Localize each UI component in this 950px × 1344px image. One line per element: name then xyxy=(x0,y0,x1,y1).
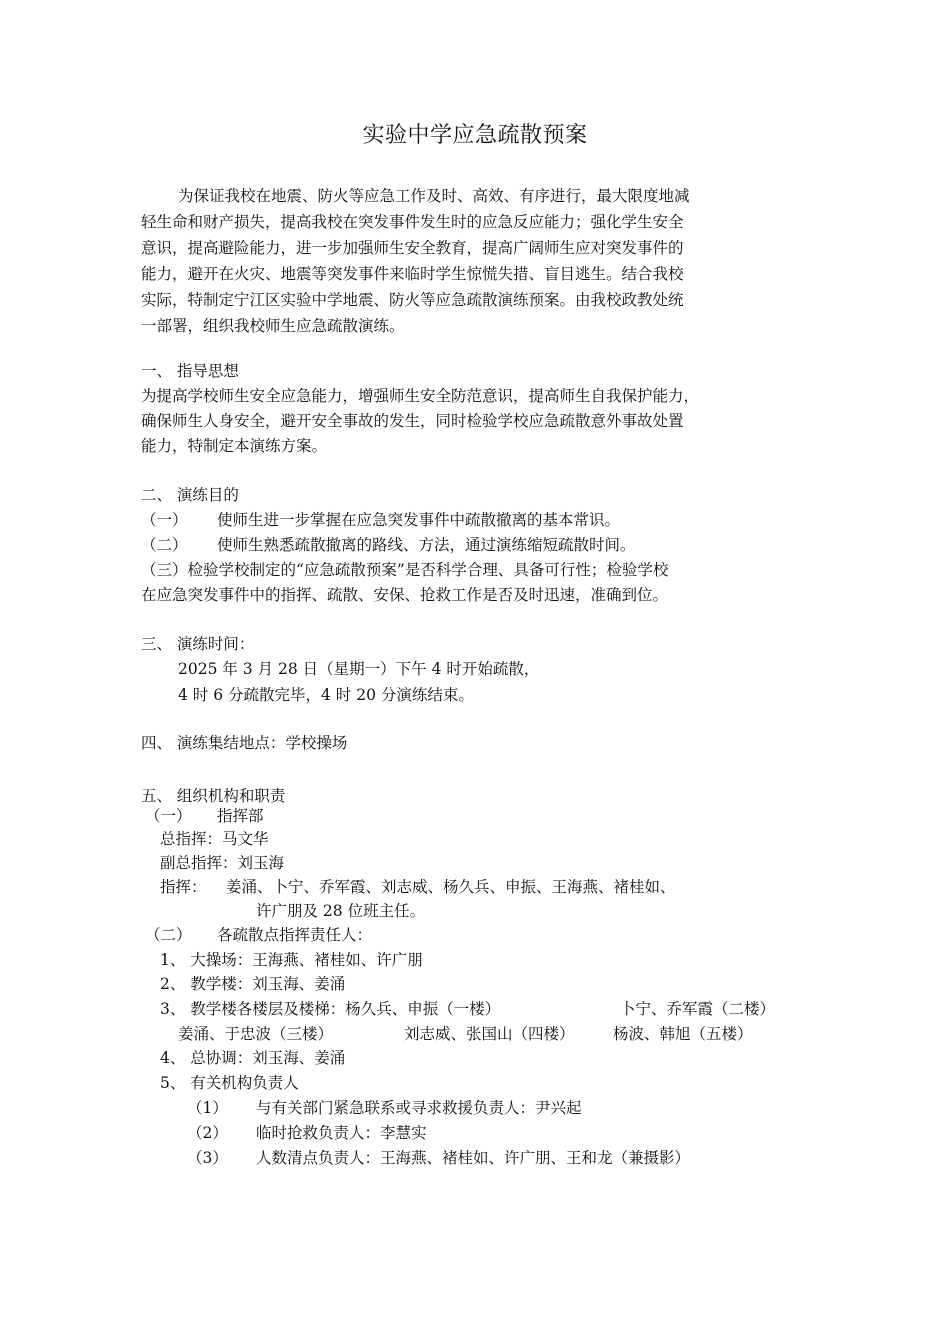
point-4: 4、 总协调：刘玉海、姜涌 xyxy=(160,1049,346,1067)
section-5-sub-2-title: 各疏散点指挥责任人： xyxy=(217,926,373,944)
section-4-heading: 四、 演练集结地点：学校操场 xyxy=(141,734,348,752)
section-2-heading: 二、 演练目的 xyxy=(141,486,239,504)
responsible-1-number: （1） xyxy=(187,1099,228,1117)
section-1-line-2: 确保师生人身安全，避开安全事故的发生，同时检验学校应急疏散意外事故处置 xyxy=(141,412,684,430)
section-3-heading: 三、 演练时间： xyxy=(141,635,255,653)
point-5: 5、 有关机构负责人 xyxy=(160,1074,299,1092)
intro-line-6: 一部署，组织我校师生应急疏散演练。 xyxy=(141,317,405,335)
intro-line-2: 轻生命和财产损失，提高我校在突发事件发生时的应急反应能力；强化学生安全 xyxy=(141,213,684,231)
section-1-line-1: 为提高学校师生安全应急能力，增强师生安全防范意识，提高师生自我保护能力， xyxy=(141,387,700,405)
intro-line-1: 为保证我校在地震、防火等应急工作及时、高效、有序进行，最大限度地减 xyxy=(178,187,690,205)
point-3-third-floor: 姜涌、于忠波（三楼） xyxy=(178,1025,334,1043)
section-2-item-3-line-1: （三）检验学校制定的“应急疏散预案”是否科学合理、具备可行性；检验学校 xyxy=(141,561,669,579)
section-2-item-1-number: （一） xyxy=(141,511,188,529)
chief-commander: 总指挥：马文华 xyxy=(160,830,269,848)
section-5-sub-1-title: 指挥部 xyxy=(217,807,264,825)
responsible-3-number: （3） xyxy=(187,1149,228,1167)
section-3-line-1: 2025 年 3 月 28 日（星期一）下午 4 时开始疏散， xyxy=(178,660,540,678)
responsible-2-text: 临时抢救负责人：李慧实 xyxy=(256,1124,427,1142)
section-5-heading: 五、 组织机构和职责 xyxy=(141,787,286,805)
intro-line-3: 意识，提高避险能力，进一步加强师生安全教育，提高广阔师生应对突发事件的 xyxy=(141,239,684,257)
section-2-item-1-text: 使师生进一步掌握在应急突发事件中疏散撤离的基本常识。 xyxy=(217,511,621,529)
deputy-commander: 副总指挥：刘玉海 xyxy=(160,854,285,872)
section-2-item-2-text: 使师生熟悉疏散撤离的路线、方法，通过演练缩短疏散时间。 xyxy=(217,536,636,554)
section-5-sub-2-number: （二） xyxy=(145,926,192,944)
point-3-fourth-floor: 刘志威、张国山（四楼） xyxy=(404,1025,575,1043)
section-2-item-2-number: （二） xyxy=(141,536,188,554)
section-1-line-3: 能力，特制定本演练方案。 xyxy=(141,437,328,455)
section-1-heading: 一、 指导思想 xyxy=(141,362,239,380)
section-2-item-3-line-2: 在应急突发事件中的指挥、疏散、安保、抢救工作是否及时迅速，准确到位。 xyxy=(141,586,669,604)
section-3-line-2: 4 时 6 分疏散完毕，4 时 20 分演练结束。 xyxy=(178,686,474,704)
page-title: 实验中学应急疏散预案 xyxy=(362,123,588,148)
section-5-sub-1-number: （一） xyxy=(145,807,192,825)
commanders-line-2: 许广朋及 28 位班主任。 xyxy=(256,902,426,920)
intro-line-4: 能力，避开在火灾、地震等突发事件来临时学生惊慌失措、盲目逃生。结合我校 xyxy=(141,265,684,283)
responsible-2-number: （2） xyxy=(187,1124,228,1142)
point-3-fifth-floor: 杨波、韩旭（五楼） xyxy=(613,1025,753,1043)
commanders-label: 指挥： xyxy=(160,878,207,896)
point-3-first: 3、 教学楼各楼层及楼梯：杨久兵、申振（一楼） xyxy=(160,1000,501,1018)
commanders-line-1: 姜涌、卜宁、乔军霞、刘志威、杨久兵、申振、王海燕、褚桂如、 xyxy=(226,878,676,896)
responsible-3-text: 人数清点负责人：王海燕、褚桂如、许广朋、王和龙（兼摄影） xyxy=(256,1149,691,1167)
point-3-second-floor: 卜宁、乔军霞（二楼） xyxy=(620,1000,776,1018)
point-2: 2、 教学楼：刘玉海、姜涌 xyxy=(160,975,346,993)
intro-line-5: 实际，特制定宁江区实验中学地震、防火等应急疏散演练预案。由我校政教处统 xyxy=(141,291,684,309)
point-1: 1、 大操场：王海燕、褚桂如、许广朋 xyxy=(160,951,423,969)
responsible-1-text: 与有关部门紧急联系或寻求救援负责人：尹兴起 xyxy=(256,1099,582,1117)
